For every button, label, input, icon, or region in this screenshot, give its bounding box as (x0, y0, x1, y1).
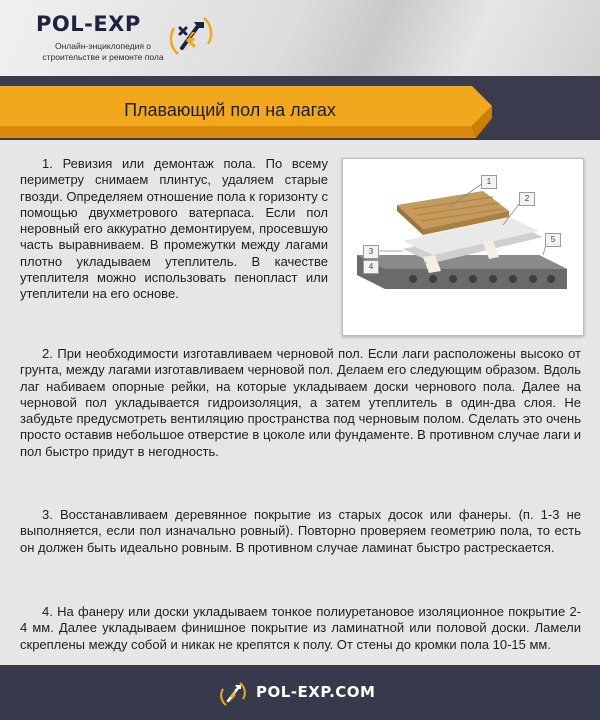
floor-layers-diagram (342, 158, 584, 336)
page-title: Плавающий пол на лагах (124, 100, 336, 120)
step-4-text: 4. На фанеру или доски укладываем тонкое полиуретановое изоляционное покрытие 2-4 мм. Далее укладываем финишное покрытие из ламинатной или половой доски. Ламели скреплены между собой и никак не крепятся к полу. От стены до кромки пола 10-15 мм. (20, 604, 581, 652)
diagram-callout-4: 4 (363, 260, 379, 274)
diagram-callout-5: 5 (545, 233, 561, 247)
content-area (0, 140, 600, 665)
logo-title: POL-EXP (36, 12, 141, 36)
logo-subtitle: Онлайн-энциклопедия о строительстве и ремонте пола (42, 41, 164, 62)
footer (0, 665, 600, 720)
step-3-text: 3. Восстанавливаем деревянное покрытие из старых досок или фанеры. (п. 1-3 не выполняется, если пол изначально ровный). Повторно проверяем геометрию пола, то есть он должен быть идеально ровным. В противном случае ламинат быстро растрескается. (20, 507, 581, 555)
logo[interactable] (24, 10, 200, 68)
diagram-callout-2: 2 (519, 192, 535, 206)
tools-icon (218, 679, 248, 709)
diagram-callout-1: 1 (481, 175, 497, 189)
footer-site-link[interactable]: POL-EXP.COM (256, 683, 376, 701)
header (0, 0, 600, 76)
step-2-text: 2. При необходимости изготавливаем черновой пол. Если лаги расположены высоко от грунта, между лагами изготавливаем черновой пол. Делаем его следующим образом. Вдоль лаг набиваем опорные рейки, на которые укладываем доски чернового пола. Далее на черновой пол укладывается гидроизоляция, а затем утеплитель в один-два слоя. Не забудьте предусмотреть вентиляцию пространства под черновым полом. Сделать это очень просто оставив небольшое отверстие в цоколе или фундаменте. В противном случае лаги и пол быстро придут в негодность. (20, 346, 581, 459)
tools-icon (164, 10, 216, 62)
diagram-callout-3: 3 (363, 245, 379, 259)
step-1-text: 1. Ревизия или демонтаж пола. По всему периметру снимаем плинтус, удаляем старые гвозди. Определяем отношение пола к горизонту с помощью двухметрового ватерпаса. Если пол неровный его аккуратно демонтируем, просевшую часть выравниваем. В промежутки между лагами плотно укладываем утеплитель. В качестве утеплителя можно использовать пенопласт или утеплители на его основе. (20, 156, 328, 302)
